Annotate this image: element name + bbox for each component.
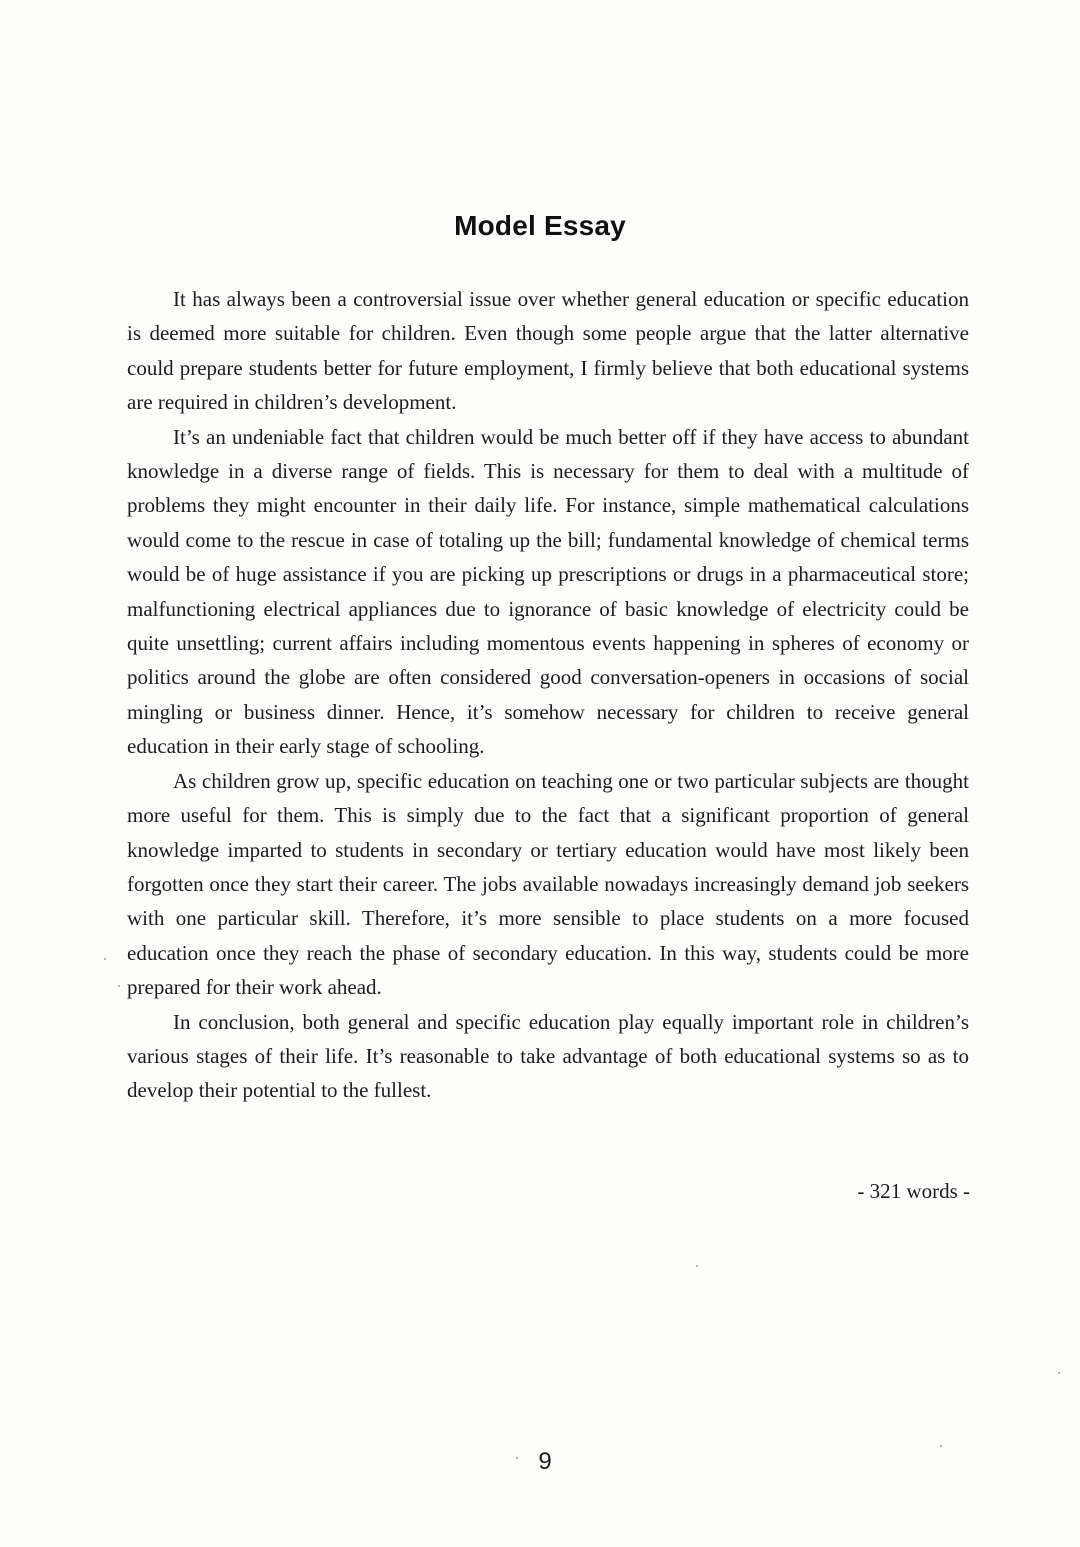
scan-speck bbox=[1058, 1372, 1060, 1374]
scan-speck bbox=[696, 1265, 698, 1267]
word-count: - 321 words - bbox=[857, 1179, 970, 1203]
essay-body bbox=[127, 282, 969, 1108]
scan-speck bbox=[516, 1457, 518, 1459]
page-title: Model Essay bbox=[454, 210, 626, 241]
essay-paragraph-general-education: It’s an undeniable fact that children would be much better off if they have access to abundant knowledge in a diverse range of fields. This is necessary for them to deal with a multitude of problems they might encounter in their daily life. For instance, simple mathematical calculations would come to the rescue in case of totaling up the bill; fundamental knowledge of chemical terms would be of huge assistance if you are picking up prescriptions or drugs in a pharmaceutical store; malfunctioning electrical appliances due to ignorance of basic knowledge of electricity could be quite unsettling; current affairs including momentous events happening in spheres of economy or politics around the globe are often considered good conversation-openers in occasions of social mingling or business dinner. Hence, it’s somehow necessary for children to receive general education in their early stage of schooling. bbox=[127, 424, 969, 759]
essay-paragraph-conclusion: In conclusion, both general and specific education play equally important role in children’s various stages of their life. It’s reasonable to take advantage of both educational systems so as to develop their potential to the fullest. bbox=[127, 1009, 969, 1103]
scan-speck bbox=[940, 1445, 942, 1447]
scan-speck bbox=[118, 985, 120, 987]
scan-speck bbox=[104, 958, 106, 960]
page-number: 9 bbox=[538, 1448, 552, 1475]
essay-paragraph-intro: It has always been a controversial issue over whether general education or specific education is deemed more suitable for children. Even though some people argue that the latter alternative could prepare students better for future employment, I firmly believe that both educational systems are required in children’s development. bbox=[127, 287, 969, 415]
essay-paragraph-specific-education: As children grow up, specific education on teaching one or two particular subjects are thought more useful for them. This is simply due to the fact that a significant proportion of general knowledge imparted to students in secondary or tertiary education would have most likely been forgotten once they start their career. The jobs available nowadays increasingly demand job seekers with one particular skill. Therefore, it’s more sensible to place students on a more focused education once they reach the phase of secondary education. In this way, students could be more prepared for their work ahead. bbox=[127, 768, 969, 1000]
